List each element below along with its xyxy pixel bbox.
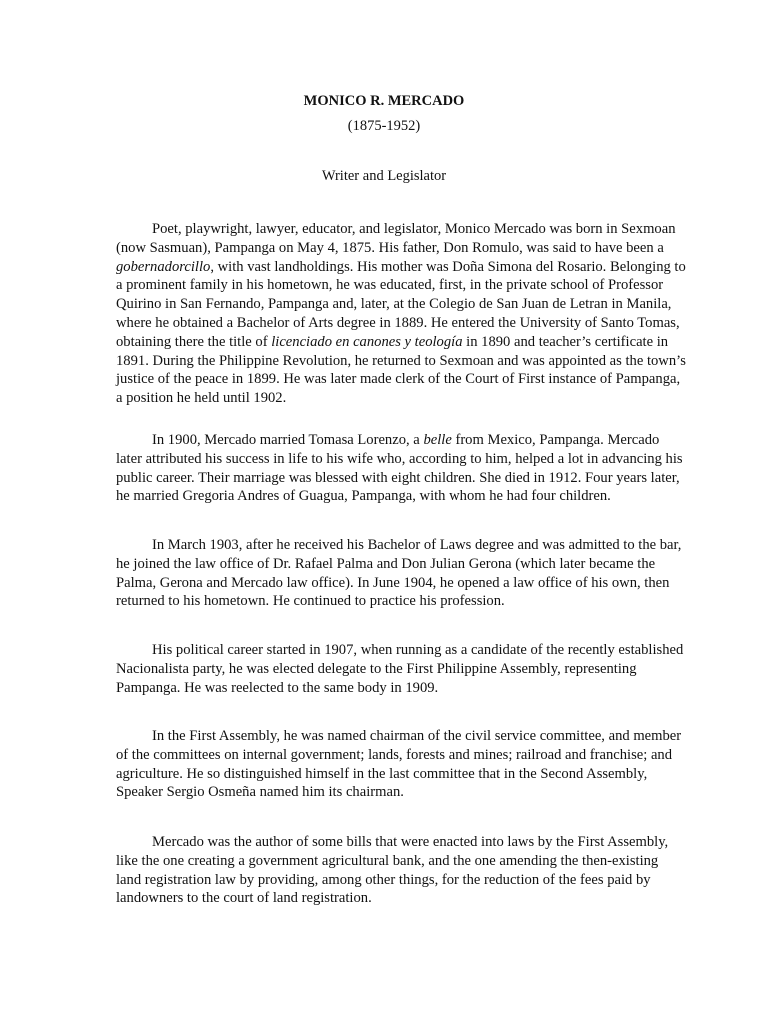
text-run: , with vast landholdings. His mother was Doña Simona del Rosario. Belonging to a prominent family in his hometown, he was educated, first, in the private school of Professor Quirino in San Fernando, Pampanga and, later, at the Colegio de San Juan de Letran in Manila, where he obtained a Bachelor of Arts degree in 1889. He entered the University of Santo Tomas, obtaining there the title of bbox=[116, 258, 686, 350]
paragraph-first-assembly: In the First Assembly, he was named chairman of the civil service committee, and member of the committees on internal government; lands, forests and mines; railroad and franchise; and agriculture. He so distinguished himself in the last committee that in the Second Assembly, Speaker Sergio Osmeña named him its chairman. bbox=[116, 728, 682, 801]
text-run: from Mexico, Pampanga. Mercado later attributed his success in life to his wife who, according to him, helped a lot in advancing his public career. Their marriage was blessed with eight children. She died in 1912. Four years later, he married Gregoria Andres of Guagua, Pampanga, with whom he had four children. bbox=[116, 432, 683, 505]
paragraph-birth-education bbox=[116, 220, 686, 408]
biography-years: (1875-1952) bbox=[347, 118, 421, 134]
text-run: Poet, playwright, lawyer, educator, and legislator, Monico Mercado was born in Sexmoan (now Sasmuan), Pampanga on May 4, 1875. His father, Don Romulo, was said to have been a bbox=[116, 221, 676, 256]
paragraph-bills: Mercado was the author of some bills that were enacted into laws by the First Assembly, like the one creating a government agricultural bank, and the one amending the then-existing land registration law by providing, among other things, for the reduction of the fees paid by landowners to the court of land registration. bbox=[116, 834, 669, 907]
text-run: In 1900, Mercado married Tomasa Lorenzo, a bbox=[152, 432, 424, 448]
paragraph-marriage bbox=[116, 431, 686, 506]
paragraph-law-career: In March 1903, after he received his Bachelor of Laws degree and was admitted to the bar, he joined the law office of Dr. Rafael Palma and Don Julian Gerona (which later became the Palma, Gerona and Mercado law office). In June 1904, he opened a law office of his own, then returned to his hometown. He continued to practice his profession. bbox=[116, 537, 682, 610]
paragraph-political-career: His political career started in 1907, when running as a candidate of the recently established Nacionalista party, he was elected delegate to the First Philippine Assembly, representing Pampanga. He was reelected to the same body in 1909. bbox=[116, 642, 684, 696]
italic-term: licenciado en canones y teología bbox=[271, 333, 463, 350]
italic-term: gobernadorcillo bbox=[116, 258, 211, 275]
italic-term: belle bbox=[423, 432, 452, 448]
text-run: in 1890 and teacher’s certificate in 1891. During the Philippine Revolution, he returned to Sexmoan and was appointed as the town’s justice of the peace in 1899. He was later made clerk of the Court of First instance of Pampanga, a position he held until 1902. bbox=[116, 333, 686, 407]
biography-name: MONICO R. MERCADO bbox=[303, 93, 465, 109]
biography-role: Writer and Legislator bbox=[321, 168, 447, 184]
